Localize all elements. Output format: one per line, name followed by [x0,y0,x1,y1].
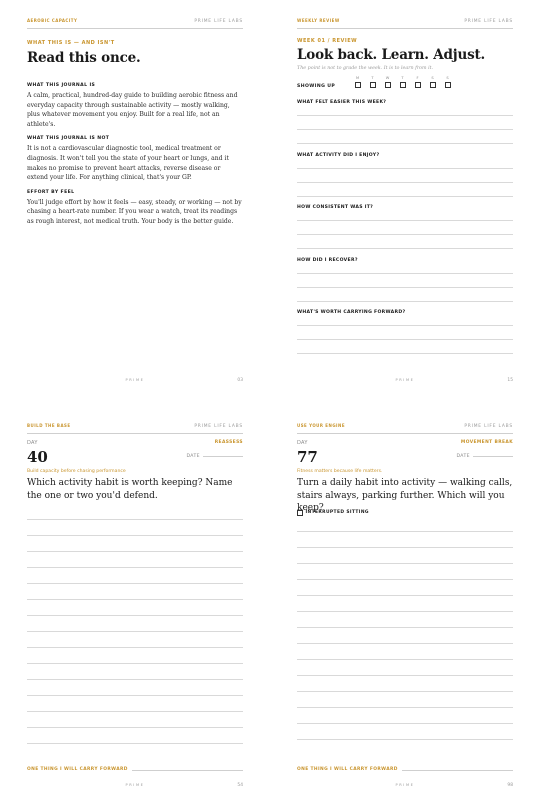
page-number: 98 [507,782,513,788]
writing-line[interactable] [27,663,243,664]
block-effort [27,190,243,227]
writing-line[interactable] [297,643,513,644]
writing-line[interactable] [297,196,513,197]
writing-line[interactable] [297,301,513,302]
day-number: 77 [297,448,318,466]
question-text: HOW CONSISTENT WAS IT? [297,205,374,210]
question-text: WHAT ACTIVITY DID I ENJOY? [297,153,380,158]
showing-up-label: SHOWING UP [297,84,336,89]
writing-line[interactable] [27,647,243,648]
block-text: You'll judge effort by how it feels — easy, steady, or working — not by chasing a heart-rate number. If you wear a watch, treat its readings as rough interest, not medical truth. Your body is the better guide. [27,198,242,225]
day-letter: T [401,76,404,80]
writing-line[interactable] [297,563,513,564]
block-text: It is not a cardiovascular diagnostic tool, medical treatment or diagnosis. It won't tell you the state of your heart or lungs, and it makes no promise to prevent heart attacks, reverse disease or extend your life. For anything clinical, that's your GP. [27,145,229,182]
writing-line[interactable] [27,599,243,600]
checkbox[interactable] [415,82,421,88]
writing-line[interactable] [297,547,513,548]
day-letter: F [416,76,419,80]
writing-line[interactable] [297,273,513,274]
brand-label: PRIME LIFE LABS [464,424,513,429]
day-checkbox[interactable] [444,76,451,88]
question-carry-forward [297,310,513,356]
intro-content [27,40,243,227]
writing-line[interactable] [297,182,513,183]
writing-line[interactable] [297,595,513,596]
day-checkbox[interactable] [414,76,421,88]
checkbox[interactable] [370,82,376,88]
page-footer [27,781,243,789]
writing-line[interactable] [297,579,513,580]
page-title: Read this once. [27,50,141,66]
day-checkbox[interactable] [399,76,406,88]
block-heading: WHAT THIS JOURNAL IS NOT [27,136,110,142]
interrupted-sitting-checkbox[interactable] [297,510,369,516]
day-checkbox[interactable] [369,76,376,88]
writing-line[interactable] [297,353,513,354]
writing-line[interactable] [27,711,243,712]
writing-line[interactable] [297,168,513,169]
question-easier [297,100,513,146]
footer-brand: PRIME [125,783,145,787]
page-header [297,424,513,434]
day-header [297,440,513,470]
day-letter: T [371,76,374,80]
day-label: DAY [297,440,308,446]
block-text: A calm, practical, hundred-day guide to building aerobic fitness and everyday capacity through sustainable activity — mostly walking, plus whatever movement you enjoy. Built for a real life, not an athlete's. [27,92,238,128]
writing-line[interactable] [27,631,243,632]
section-label: USE YOUR ENGINE [297,424,346,429]
day-hint: Fitness matters because life matters. [297,469,383,474]
carry-forward[interactable] [297,767,513,772]
day-hint: Build capacity before chasing performance [27,469,126,474]
day-tag: REASSESS [214,440,243,445]
writing-line[interactable] [27,679,243,680]
day-letter: S [431,76,434,80]
day-prompt: Which activity habit is worth keeping? Name the one or two you'd defend. [27,478,233,501]
page-weekly-review [270,0,540,405]
day-checkbox[interactable] [354,76,361,88]
block-what-is [27,83,243,129]
carry-forward[interactable] [27,767,243,772]
page-footer [297,376,513,384]
footer-brand: PRIME [395,783,415,787]
date-label: DATE [186,454,200,459]
page-header [27,19,243,29]
date-line[interactable] [473,456,513,457]
day-letter: M [355,76,360,80]
page-number: 15 [507,377,513,383]
page-header [27,424,243,434]
day-checkbox[interactable] [384,76,391,88]
block-heading: EFFORT BY FEEL [27,189,75,195]
question-text: HOW DID I RECOVER? [297,258,358,263]
page-header [297,19,513,29]
carry-forward-line[interactable] [402,770,513,771]
writing-line[interactable] [297,115,513,116]
date-label: DATE [456,454,470,459]
writing-line[interactable] [297,143,513,144]
writing-line[interactable] [297,129,513,130]
block-what-is-not [27,136,243,182]
writing-line[interactable] [27,519,243,520]
writing-line[interactable] [297,707,513,708]
page-number: 54 [237,782,243,788]
question-recover [297,258,513,304]
day-letter: S [446,76,449,80]
writing-line[interactable] [27,695,243,696]
writing-line[interactable] [27,727,243,728]
checkbox[interactable] [385,82,391,88]
writing-line[interactable] [297,739,513,740]
page-journal-intro [0,0,270,405]
footer-brand: PRIME [125,378,145,382]
question-enjoy [297,153,513,199]
writing-line[interactable] [297,339,513,340]
day-header [27,440,243,470]
day-letter: W [385,76,390,80]
writing-line[interactable] [297,627,513,628]
writing-line[interactable] [297,248,513,249]
checkbox[interactable] [297,510,303,516]
writing-line[interactable] [297,675,513,676]
date-field[interactable] [186,454,243,459]
footer-brand: PRIME [395,378,415,382]
section-label: WEEKLY REVIEW [297,19,340,24]
carry-forward-line[interactable] [132,770,243,771]
day-tag: MOVEMENT BREAK [460,440,513,445]
page-footer [27,376,243,384]
checkbox[interactable] [445,82,451,88]
checkbox[interactable] [355,82,361,88]
writing-line[interactable] [27,583,243,584]
section-label: AEROBIC CAPACITY [27,19,78,24]
showing-up-tracker [297,76,513,92]
writing-line[interactable] [297,611,513,612]
review-note: The point is not to grade the week. It is to learn from it. [297,66,434,71]
day-label: DAY [27,440,38,446]
question-text: WHAT FELT EASIER THIS WEEK? [297,100,387,105]
writing-line[interactable] [27,551,243,552]
page-title: Look back. Learn. Adjust. [297,47,486,63]
page-day-77 [270,405,540,810]
review-header [297,38,513,92]
page-day-40 [0,405,270,810]
writing-line[interactable] [297,287,513,288]
writing-line[interactable] [297,531,513,532]
writing-line[interactable] [297,325,513,326]
day-number: 40 [27,448,48,466]
block-heading: WHAT THIS JOURNAL IS [27,83,96,88]
page-number: 03 [237,377,243,383]
checkbox[interactable] [430,82,436,88]
brand-label: PRIME LIFE LABS [194,424,243,429]
writing-line[interactable] [297,723,513,724]
writing-line[interactable] [27,743,243,744]
writing-line[interactable] [297,220,513,221]
checkbox[interactable] [400,82,406,88]
carry-forward-label: ONE THING I WILL CARRY FORWARD [297,767,398,772]
writing-line[interactable] [297,691,513,692]
brand-label: PRIME LIFE LABS [464,19,513,24]
checkbox-label: INTERRUPTED SITTING [305,510,369,516]
kicker: WEEK 01 / REVIEW [297,38,358,44]
writing-line[interactable] [27,567,243,568]
writing-line[interactable] [27,535,243,536]
date-line[interactable] [203,456,243,457]
date-field[interactable] [456,454,513,459]
brand-label: PRIME LIFE LABS [194,19,243,24]
writing-line[interactable] [27,615,243,616]
question-consistent [297,205,513,251]
section-label: BUILD THE BASE [27,424,71,429]
carry-forward-label: ONE THING I WILL CARRY FORWARD [27,767,128,772]
question-text: WHAT'S WORTH CARRYING FORWARD? [297,310,406,315]
kicker: WHAT THIS IS — AND ISN'T [27,40,115,46]
writing-line[interactable] [297,659,513,660]
day-prompt: Turn a daily habit into activity — walking calls, stairs always, parking further. Which will you keep? [297,478,513,513]
page-footer [297,781,513,789]
day-checkbox[interactable] [429,76,436,88]
writing-line[interactable] [297,234,513,235]
